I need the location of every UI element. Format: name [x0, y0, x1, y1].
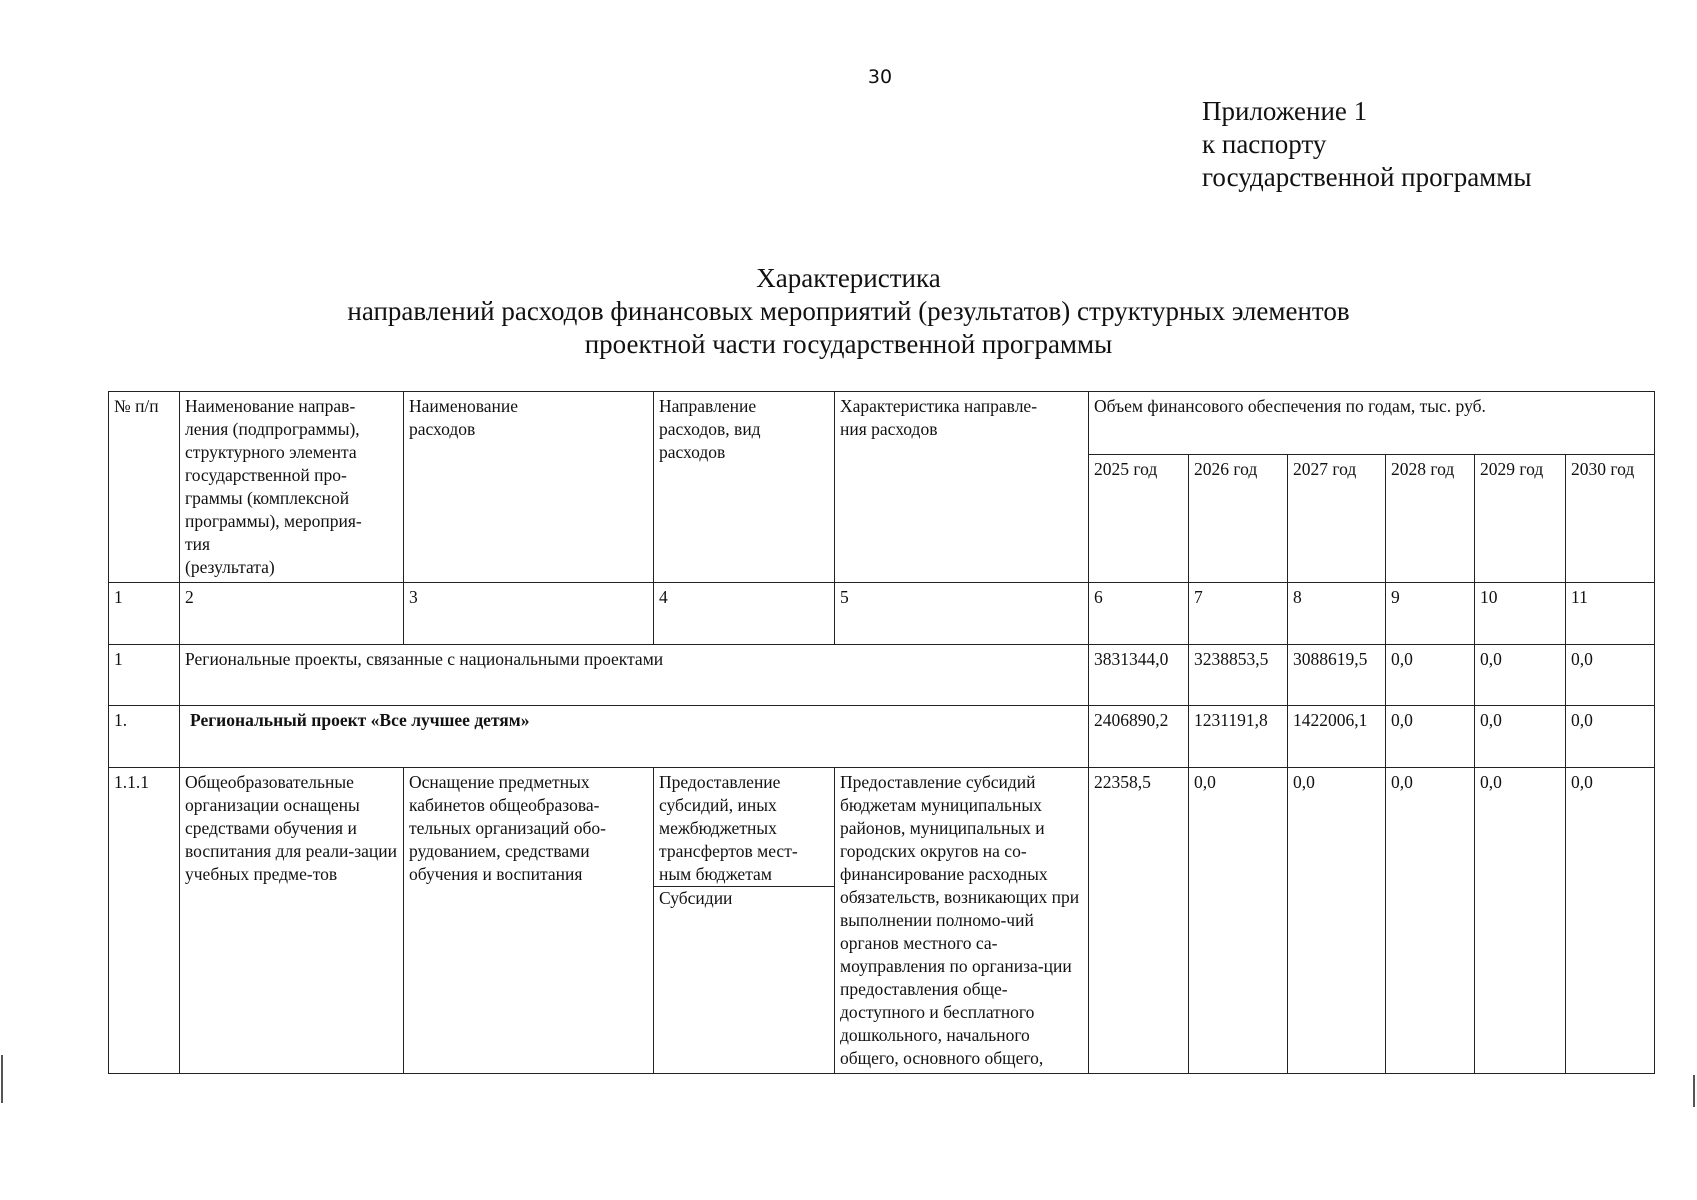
header-num: № п/п — [109, 392, 180, 583]
column-number: 7 — [1189, 583, 1288, 645]
appendix-line: к паспорту — [1202, 129, 1327, 159]
row-value: 1231191,8 — [1189, 706, 1288, 768]
title-line: направлений расходов финансовых мероприятий (результатов) структурных элементов — [347, 296, 1350, 326]
row-value: 3238853,5 — [1189, 645, 1288, 706]
header-year: 2025 год — [1089, 454, 1189, 582]
header-year: 2029 год — [1475, 454, 1566, 582]
row-value: 0,0 — [1386, 706, 1475, 768]
row-name — [180, 706, 1089, 768]
header-year: 2028 год — [1386, 454, 1475, 582]
header-characteristic: Характеристика направле- ния расходов — [835, 392, 1089, 583]
row-name: Региональные проекты, связанные с национальными проектами — [180, 645, 1089, 706]
column-number: 8 — [1288, 583, 1386, 645]
row-value: 2406890,2 — [1089, 706, 1189, 768]
row-num: 1.1.1 — [109, 768, 180, 1074]
table-row — [109, 645, 1655, 706]
row-value: 0,0 — [1566, 645, 1655, 706]
row-value: 0,0 — [1386, 645, 1475, 706]
appendix-line: Приложение 1 — [1202, 96, 1368, 126]
appendix-line: государственной программы — [1202, 162, 1532, 192]
row-value: 22358,5 — [1089, 768, 1189, 1074]
document-title — [0, 262, 1697, 361]
expenditure-table — [108, 391, 1655, 1074]
row-value: 0,0 — [1288, 768, 1386, 1074]
column-number: 4 — [654, 583, 835, 645]
row-characteristic: Предоставление субсидий бюджетам муниципальных районов, муниципальных и городских округов на со-финансирование расходных обязательств, возникающих при выполнении полномо-чий органов местного са-моуправления по организа-ции предоставления обще-доступного и бесплатного дошкольного, начального общего, основного общего, — [835, 768, 1089, 1074]
row-value: 0,0 — [1566, 706, 1655, 768]
table-row — [109, 706, 1655, 768]
column-number: 11 — [1566, 583, 1655, 645]
appendix-block — [1202, 95, 1532, 194]
column-number: 3 — [404, 583, 654, 645]
header-year: 2027 год — [1288, 454, 1386, 582]
column-number: 9 — [1386, 583, 1475, 645]
title-line: проектной части государственной программы — [584, 329, 1113, 359]
header-year: 2030 год — [1566, 454, 1655, 582]
row-value: 0,0 — [1386, 768, 1475, 1074]
row-value: 0,0 — [1475, 645, 1566, 706]
header-expense-name: Наименование расходов — [404, 392, 654, 583]
scan-edge-mark — [1693, 1075, 1695, 1107]
scan-edge-mark — [1, 1055, 3, 1103]
column-number: 10 — [1475, 583, 1566, 645]
column-number: 6 — [1089, 583, 1189, 645]
page-number: 30 — [867, 66, 893, 88]
row-direction — [654, 768, 835, 1074]
row-num: 1 — [109, 645, 180, 706]
row-value: 1422006,1 — [1288, 706, 1386, 768]
header-year: 2026 год — [1189, 454, 1288, 582]
title-line: Характеристика — [756, 263, 941, 293]
header-name: Наименование направ- ления (подпрограммы), структурного элемента государственной про- граммы (комплексной программы), мероприя- тия (результата) — [180, 392, 404, 583]
row-value: 0,0 — [1566, 768, 1655, 1074]
row-value: 0,0 — [1475, 706, 1566, 768]
row-name-text: Региональный проект «Все лучшее детям» — [190, 710, 530, 730]
row-value: 3831344,0 — [1089, 645, 1189, 706]
row-name: Общеобразовательные организации оснащены средствами обучения и воспитания для реали-зации учебных предме-тов — [180, 768, 404, 1074]
row-direction-text: Предоставление субсидий, иных межбюджетных трансфертов мест-ным бюджетам — [659, 772, 798, 884]
row-expense-name: Оснащение предметных кабинетов общеобразова-тельных организаций обо-рудованием, средствами обучения и воспитания — [404, 768, 654, 1074]
row-value: 3088619,5 — [1288, 645, 1386, 706]
row-value: 0,0 — [1189, 768, 1288, 1074]
row-num: 1. — [109, 706, 180, 768]
header-direction: Направление расходов, вид расходов — [654, 392, 835, 583]
row-value: 0,0 — [1475, 768, 1566, 1074]
table-row — [109, 768, 1655, 1074]
column-number: 1 — [109, 583, 180, 645]
column-number: 5 — [835, 583, 1089, 645]
row-direction-type: Субсидии — [654, 886, 834, 910]
column-number: 2 — [180, 583, 404, 645]
column-number-row — [109, 583, 1655, 645]
header-funding: Объем финансового обеспечения по годам, тыс. руб. — [1089, 392, 1655, 455]
